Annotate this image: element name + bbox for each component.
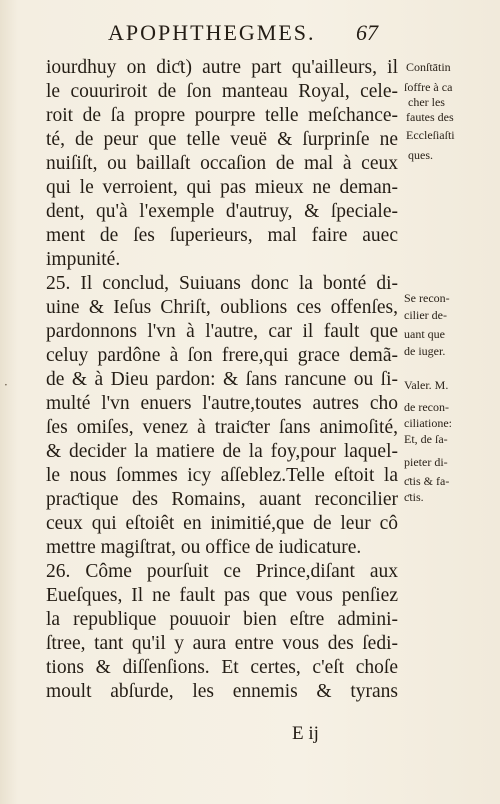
text-line: le nous ſommes icy aſſeblez.Telle eſtoit la (46, 465, 398, 486)
margin-note-line: cilier de- (404, 308, 447, 322)
running-title: APOPHTHEGMES. (108, 20, 316, 45)
signature-mark: E ij (292, 723, 319, 744)
text-line: ment de ſes ſuperieurs, mal faire auec (46, 225, 398, 246)
margin-note-line: ques. (408, 148, 433, 162)
text-line: moult abſurde, les ennemis & tyrans (46, 681, 398, 702)
margin-note-line: de iuger. (404, 344, 446, 358)
margin-note-line: Valer. M. (404, 378, 449, 392)
text-line: dent, qu'à l'exemple d'autruy, & ſpeciale- (46, 201, 398, 222)
text-line: uine & Ieſus Chriſt, oublions ces offenſes, (46, 297, 398, 318)
text-line: ſes omiſes, venez à traiƈter ſans animoſité, (46, 417, 398, 438)
margin-note-line: cher les (408, 95, 445, 109)
text-line: le couuriroit de ſon manteau Royal, cele- (46, 81, 398, 102)
text-line: la republique pouuoir bien eſtre admini- (46, 609, 398, 630)
margin-note-line: ciliatione: (404, 416, 452, 430)
text-line: & decider la matiere de la foy,pour laquel- (46, 441, 398, 462)
margin-note-line: ſoffre à ca (404, 80, 453, 94)
text-line: celuy pardône à ſon frere,qui grace demã- (46, 345, 398, 366)
text-line: impunité. (46, 249, 121, 270)
text-line: té, de peur que telle veuë & ſurprinſe ne (46, 129, 398, 150)
text-line: roit de ſa propre pourpre telle meſchance- (46, 105, 398, 126)
text-line: ceux qui eſtoiêt en inimitié,que de leur cô (46, 513, 398, 534)
margin-note-line: Se recon- (404, 291, 450, 305)
text-line: nuiſiſt, ou baillaſt occaſion de mal à ceux (46, 153, 398, 174)
margin-note-line: Et, de ſa- (404, 432, 448, 446)
margin-note-line: ƈtis. (404, 490, 424, 504)
text-line: multé l'vn enuers l'autre,toutes autres cho (46, 393, 398, 414)
text-line: mettre magiſtrat, ou office de iudicature. (46, 537, 362, 558)
margin-note-line: de recon- (404, 400, 449, 414)
text-line: praƈtique des Romains, auant reconcilier (46, 489, 398, 510)
margin-note-line: Eccleſiaſti (406, 128, 455, 142)
margin-note-line: pieter di- (404, 455, 448, 469)
margin-note-line: Conſtātin (406, 60, 451, 74)
text-line: 25. Il conclud, Suiuans donc la bonté di- (46, 273, 398, 294)
margin-note-line: fautes des (406, 110, 454, 124)
text-line: tions & diſſenſions. Et certes, c'eſt choſe (46, 657, 398, 678)
text-line: Eueſques, Il ne fault pas que vous penſiez (46, 585, 398, 606)
text-line: de & à Dieu pardon: & ſans rancune ou ſi- (46, 369, 398, 390)
text-line: qui le verroient, qui pas mieux ne deman- (46, 177, 398, 198)
margin-note-line: ƈtis & fa- (404, 474, 450, 488)
page-number: 67 (356, 20, 378, 45)
text-line: 26. Côme pourſuit ce Prince,diſant aux (46, 561, 398, 582)
text-line: pardonnons l'vn à l'autre, car il fault que (46, 321, 398, 342)
margin-note-line: uant que (404, 327, 445, 341)
text-line: ſtree, tant qu'il y aura entre vous des ſedi- (46, 633, 398, 654)
ink-speck: · (4, 378, 8, 392)
text-line: iourdhuy on diƈt) autre part qu'ailleurs, il (46, 57, 398, 78)
